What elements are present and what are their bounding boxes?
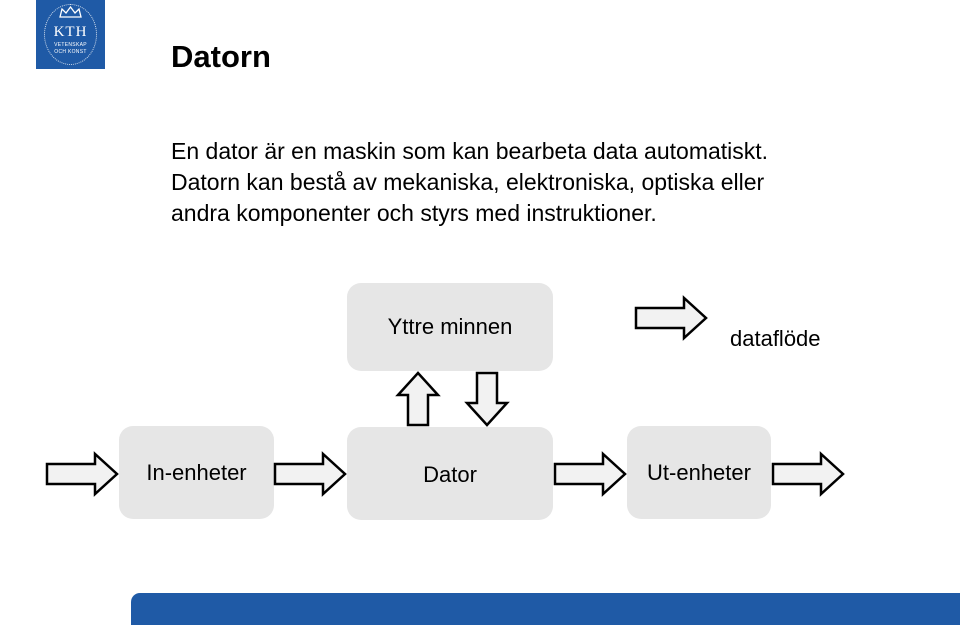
in-enheter-label: In-enheter [146, 460, 247, 485]
body-line-1: En dator är en maskin som kan bearbeta data automatiskt. [171, 138, 769, 164]
crown-icon [59, 6, 82, 18]
in-to-dator-arrow-icon [273, 452, 349, 496]
logo-line-2: OCH KONST [54, 49, 87, 55]
footer-bar [131, 593, 960, 625]
legend-label: dataflöde [730, 326, 821, 351]
body-line-2: Datorn kan bestå av mekaniska, elektroniska, optiska eller [171, 169, 765, 195]
dator-label: Dator [423, 462, 477, 487]
ut-enheter-label: Ut-enheter [647, 460, 751, 485]
ut-enheter-box [627, 426, 771, 519]
logo-wordmark: KTH [53, 24, 88, 40]
down-arrow-icon [464, 371, 510, 427]
slide-body-text [171, 136, 871, 229]
logo-line-1: VETENSKAP [54, 42, 87, 48]
dator-to-ut-arrow-icon [553, 452, 629, 496]
legend-arrow-icon [634, 296, 710, 340]
output-arrow-icon [771, 452, 847, 496]
up-arrow-icon [395, 371, 441, 427]
input-arrow-icon [45, 452, 121, 496]
slide-title: Datorn [171, 39, 271, 74]
dator-box [347, 427, 553, 520]
in-enheter-box [119, 426, 274, 519]
yttre-minnen-box [347, 283, 553, 371]
yttre-minnen-label: Yttre minnen [387, 314, 513, 339]
body-line-3: andra komponenter och styrs med instruktioner. [171, 200, 657, 226]
kth-logo [36, 0, 105, 69]
